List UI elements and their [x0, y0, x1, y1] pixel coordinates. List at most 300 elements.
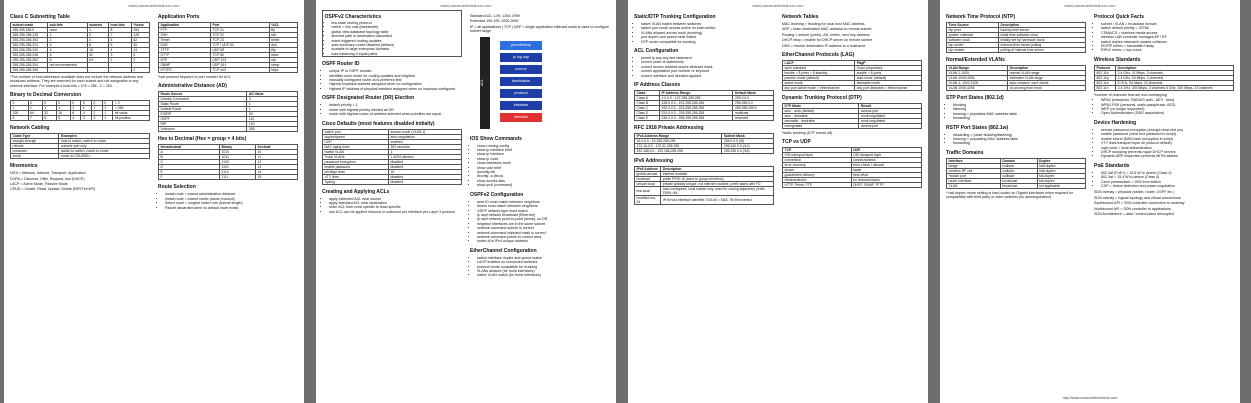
table-cell: NTP — [159, 58, 211, 63]
table-cell: broadcast — [1000, 183, 1037, 188]
list-item: • shortest path to destination calculated — [332, 34, 460, 38]
ios-list — [470, 144, 610, 188]
table-cell: 255.255.255.248 — [11, 53, 48, 58]
list-item: • router with highest priority elected as DR — [329, 108, 462, 112]
table-cell: access mode (VLAN 1) — [388, 129, 461, 134]
quick-facts-title: Protocol Quick Facts — [1094, 14, 1145, 20]
table-row — [635, 116, 774, 121]
table-cell: 0 — [81, 101, 92, 106]
table-cell: VTY lines — [323, 174, 389, 179]
page-3-right-column — [782, 10, 922, 207]
table-cell: HTTP, Telnet, FTP — [783, 183, 852, 188]
table-cell: half-duplex — [1037, 168, 1085, 173]
table-cell: Class C — [635, 106, 660, 111]
list-item: • Install route = lowest administrative distance — [165, 192, 298, 196]
table-header-cell: VLAN Range — [947, 66, 1008, 71]
standard-acl: Standard ACL 1-99, 1300-1999 — [470, 14, 520, 18]
list-item: • WEP (no longer supported) — [1101, 107, 1234, 111]
page-2-right-column — [470, 10, 610, 280]
table-cell: collision — [1000, 173, 1037, 178]
text-line: DNS = resolve destination IP address to a hostname — [782, 43, 866, 48]
table-cell: crossover — [11, 149, 59, 154]
subnet-note: *The number of host addresses available does not include the network address and broadcast address. They are reserved for each subnet and not assignable to any network interface. For example a host bits = 2^8 = 256 - 2 = 254. — [10, 75, 143, 88]
table-cell: nonegotiate — [783, 124, 859, 129]
table-header-cell: Cable Type — [11, 134, 59, 139]
table-cell: bit value — [113, 111, 150, 116]
table-cell: https — [269, 68, 297, 73]
table-cell: HTTP — [159, 53, 211, 58]
table-cell: SNMP — [159, 63, 211, 68]
list-item: • native VLAN match between switches — [641, 22, 774, 26]
text-line: Routing = subnet (prefix), AD, metric, next hop address — [782, 32, 870, 37]
acl-layer: interface — [500, 101, 542, 110]
table-cell: www — [269, 53, 297, 58]
table-cell: TFTP — [159, 48, 211, 53]
table-cell: 255.255.255.240 — [11, 48, 48, 53]
text-line: Northbound API = SDN controller to applications — [1094, 206, 1171, 211]
table-cell: enabled — [388, 139, 461, 144]
table-cell: 0 — [11, 101, 29, 106]
table-cell: 12 — [255, 160, 297, 165]
list-item: • VTY lines transport input all protocol default) — [1101, 141, 1234, 145]
ospf-dr-title: OSPF Designated Router (DR) Election — [322, 95, 415, 102]
table-cell: 0 — [102, 101, 113, 106]
table-cell: 1 — [388, 149, 461, 154]
table-cell: 0 — [247, 97, 298, 102]
vlan-title: Normal/Extended VLANs — [946, 57, 1005, 63]
table-cell: 802.11a — [1095, 80, 1116, 85]
table-cell: system calendar — [947, 33, 999, 38]
list-item: • show access-lists — [477, 179, 610, 183]
list-item: • manually configured router-id is preferred first — [329, 78, 462, 82]
mnemonics-list — [10, 171, 150, 192]
table-cell: 2 — [92, 116, 103, 121]
wireless-title: Wireless Standards — [1094, 56, 1141, 63]
table-cell: straight-through — [11, 139, 59, 144]
table-cell: slower — [783, 168, 852, 173]
table-cell: 1 — [87, 28, 108, 33]
table-cell: 255.255.255.192 — [11, 38, 48, 43]
table-cell: 16 — [56, 111, 70, 116]
table-cell: unique local — [635, 182, 661, 187]
table-header-cell: IPv4 Address Range — [635, 134, 722, 139]
text-line: SDN Architecture = data / control plane decoupled — [1094, 211, 1174, 216]
acl-layer: direction — [500, 113, 542, 122]
route-selection-title: Route Selection — [158, 184, 196, 191]
text-line: CRUD = Create, Read, Update, Delete (RESTful API) — [10, 187, 96, 192]
list-item: • ipconfig /all — [477, 170, 610, 174]
table-cell: FTP — [159, 28, 211, 33]
table-header-cell: Default Mask — [733, 91, 774, 96]
table-cell: VLAN 1, 1002-1005 — [947, 81, 1008, 86]
table-cell: ntp peer — [947, 28, 999, 33]
table-cell: 300 seconds — [388, 144, 461, 149]
table-cell: 11 — [255, 155, 297, 160]
acl-stack-label: ACL — [480, 37, 490, 129]
dtp-cfg-list — [634, 22, 774, 44]
table-cell: external time server polling — [999, 43, 1086, 48]
ad-title: Administrative Distance (AD) — [158, 83, 227, 90]
table-cell: ftp — [269, 28, 297, 33]
ospf-cfg-title: OSPFv2 Configuration — [470, 191, 524, 198]
table-header-cell: Time Source — [947, 23, 999, 28]
acl-note: IP = all applications | TCP | UDP = single application wildcard mask is used to configure subnet range — [470, 24, 610, 34]
table-cell: 2.4 GHz, 11 Mbps, 3 channels — [1116, 70, 1234, 75]
list-item: • learning = populating MAC address table — [953, 137, 1086, 141]
table-cell: access port — [859, 109, 922, 114]
acl-cfg-list — [634, 56, 774, 78]
list-item: • RIPv2 metric = hop count — [1101, 48, 1234, 52]
rfc-table — [634, 133, 774, 154]
table-cell: VLAN — [947, 183, 1001, 188]
table-cell: rollover — [11, 144, 59, 149]
cisco-defaults-title: Cisco Defaults (most features disabled initially) — [322, 120, 435, 127]
ntp-title: Network Time Protocol (NTP) — [946, 14, 1016, 20]
list-item: • scalable to large enterprise domains — [332, 47, 460, 51]
stp-list — [946, 103, 1086, 121]
table-cell: - — [87, 68, 108, 73]
list-item: • protocol mode compatible for trunking — [477, 265, 610, 269]
table-cell: connectionless — [851, 158, 921, 163]
ospf-cfg-list — [470, 200, 610, 244]
table-cell: disabled — [388, 164, 461, 169]
page-4 — [940, 0, 1240, 403]
table-cell: backup time server — [999, 28, 1086, 33]
list-item: • blocking — [953, 103, 1086, 107]
list-item: • EIGRP metric = bandwidth+delay — [1101, 44, 1234, 48]
table-cell: UDP 69 — [210, 48, 269, 53]
list-item: • Highest loopback address assigned when no configuration — [329, 82, 462, 86]
table-cell: Directly Connected — [159, 97, 247, 102]
table-cell: Native VLAN — [323, 149, 389, 154]
table-cell: 5 — [48, 53, 87, 58]
table-header-cell: Class — [635, 91, 660, 96]
table-header-cell: UDP — [851, 148, 921, 153]
table-cell: polling of internal time server — [999, 48, 1086, 53]
table-cell: multicast — [733, 111, 774, 116]
table-header-cell: Result — [859, 104, 922, 109]
table-cell: Static Route — [159, 102, 247, 107]
page-header: www.cwcsnotebolutions.com — [1064, 3, 1116, 8]
table-row — [783, 124, 922, 129]
table-header-cell: Application — [159, 23, 211, 28]
table-cell: serial — [11, 154, 59, 159]
table-cell: 4 — [87, 38, 108, 43]
table-cell: DHCP, SNMP, TFTP — [851, 183, 921, 188]
list-item: • ip ospf network broadcast (Ethernet) — [477, 213, 610, 217]
table-cell: 32 — [42, 111, 56, 116]
table-cell: full-duplex — [1037, 178, 1085, 183]
text-line: Southbound API = SDN controller connection to underlay — [1094, 201, 1185, 206]
table-cell: 255.255.255.255 — [11, 68, 48, 73]
table-cell: 64 — [28, 111, 42, 116]
table-cell: 1 — [247, 107, 298, 112]
table-cell: dns — [269, 43, 297, 48]
table-cell: 0 — [42, 101, 56, 106]
table-cell: C — [159, 160, 220, 165]
table-cell: 5 — [56, 116, 70, 121]
table-cell: 64 — [87, 58, 108, 63]
table-cell: 1010 — [220, 150, 256, 155]
table-cell: no retransmission — [851, 178, 921, 183]
table-row — [11, 116, 150, 121]
table-cell: 172.16.0.0 - 172.31.255.255 — [635, 144, 722, 149]
lag-table — [782, 60, 922, 91]
table-row — [159, 127, 298, 132]
table-header-cell: DTP Mode — [783, 104, 859, 109]
list-item: • unique IP in OSPF domain — [329, 69, 462, 73]
ec-cfg-list — [470, 256, 610, 278]
list-item: • 802.3af (PoE+) = 15.5 W to device (Class 4) — [1101, 171, 1234, 175]
table-cell: HTTPS — [159, 68, 211, 73]
list-item: • router-id is IPv4 unique address — [477, 239, 610, 243]
text-line: SDN overlay = logical topology and virtual connections — [1094, 195, 1181, 200]
table-cell: D — [159, 165, 220, 170]
table-cell: 128 — [11, 111, 29, 116]
poe-list — [1094, 171, 1234, 189]
subnet-table — [10, 22, 150, 73]
list-item: • apply extended ACL near source — [329, 197, 462, 201]
table-cell: prefix FF00::/8 (send to group members) — [661, 177, 774, 182]
lag-title: EtherChannel Protocols (LAG) — [782, 52, 855, 59]
list-item: • Highest IP address of physical interface assigned when no loopback configured — [329, 87, 462, 91]
list-item: • network command subnet is correct — [477, 226, 610, 230]
table-header-cell: PAgP — [855, 61, 922, 66]
table-cell: 5 GHz, 54 Mbps, 23 channels — [1116, 80, 1234, 85]
table-cell: 802.11g — [1095, 75, 1116, 80]
table-cell: auto - desirable — [783, 114, 859, 119]
list-item: • show ipv6 (command) — [477, 183, 610, 187]
table-cell: 1 — [92, 106, 103, 111]
table-cell: 255.240.0.0 (/12) — [722, 144, 774, 149]
list-item: • apply standard ACL near destination — [329, 201, 462, 205]
table-cell: UDP 161 — [210, 63, 269, 68]
table-cell: switch to switch, router to router — [59, 149, 150, 154]
table-header-cell: LACP — [783, 61, 855, 66]
table-cell: 1 — [102, 111, 113, 116]
table-cell: link-local — [635, 187, 661, 196]
table-cell: OSPF — [159, 117, 247, 122]
table-cell: 255.0.0.0 (/8) — [722, 139, 774, 144]
list-item: • event-triggered routing updates — [332, 39, 460, 43]
table-cell: passive mode (default) — [783, 76, 855, 81]
table-cell: A — [159, 150, 220, 155]
list-item: • forwarding — [953, 116, 1086, 120]
list-item: • listening — [953, 107, 1086, 111]
list-item: • wireless LAN controller manages AP / RF — [1101, 35, 1234, 39]
table-cell: 1011 — [220, 155, 256, 160]
page-header: www.cwcsnotebolutions.com — [440, 3, 492, 8]
table-cell: B — [159, 155, 220, 160]
list-item: • show ip interface brief — [477, 148, 610, 152]
table-cell: wireless RF cell — [947, 168, 1001, 173]
page-4-left-column — [946, 10, 1086, 217]
tcp-udp-table — [782, 147, 922, 188]
acl-stack-diagram — [470, 37, 610, 132]
ports-title: Application Ports — [158, 14, 200, 20]
table-cell: internet routable — [661, 172, 774, 177]
list-item: • show interfaces trunk — [477, 161, 610, 165]
table-cell: 6 — [109, 38, 132, 43]
table-header-cell: subnet mask — [11, 23, 48, 28]
table-cell: 1 — [102, 106, 113, 111]
table-header-cell: TCP — [783, 148, 852, 153]
ip-class-title: IP Address Classes — [634, 82, 681, 89]
page-1-right-column — [158, 10, 298, 212]
table-cell: Class B — [635, 101, 660, 106]
dtp-table-title: Dynamic Trunking Protocol (DTP) — [782, 95, 862, 102]
table-header-cell: Description — [1008, 66, 1086, 71]
table-cell: switch port — [323, 129, 389, 134]
list-item: • permit ip any any last statement — [641, 56, 774, 60]
dtp-table — [782, 103, 922, 129]
table-cell: initially set by hardware clock — [999, 38, 1086, 43]
table-cell: auto - auto (default) — [783, 109, 859, 114]
table-row — [323, 179, 462, 184]
table-cell: 0 — [92, 101, 103, 106]
table-cell: software clock — [947, 38, 999, 43]
table-cell: ssh — [269, 33, 297, 38]
table-cell: Syslog — [323, 179, 389, 184]
table-cell: connection — [783, 158, 852, 163]
page-1 — [4, 0, 304, 403]
list-item: • Select route = longest match rule (subnet length) — [165, 201, 298, 205]
table-cell: 6 — [48, 58, 87, 63]
table-header-cell: *ACL — [269, 23, 297, 28]
list-item: • VLANs allowed (for trunk interfaces) — [477, 269, 610, 273]
table-cell: auto mode (default) — [855, 76, 922, 81]
table-cell: 62 — [131, 38, 149, 43]
table-cell: telnet — [269, 38, 297, 43]
table-cell: VLAN 1006-4094 — [947, 76, 1008, 81]
hex-table — [158, 144, 298, 180]
table-cell: 1100 — [220, 160, 256, 165]
table-cell: 7 — [109, 33, 132, 38]
table-cell: 255.255.255.0 — [733, 106, 774, 111]
tcp-udp-title: TCP vs UDP — [782, 139, 811, 146]
table-cell: modified eui-64 — [635, 196, 661, 205]
cisco-defaults-table — [322, 129, 462, 185]
table-header-cell: sub bits — [48, 23, 87, 28]
list-item: • login local = local authentication — [1101, 146, 1234, 150]
table-cell: 2.4 GHz, 54 Mbps, 3 channels — [1116, 75, 1234, 80]
table-cell: auto-created / can't delete — [1008, 81, 1086, 86]
table-cell: open standard — [783, 66, 855, 71]
table-row — [947, 86, 1086, 91]
table-cell: full-duplex — [1037, 173, 1085, 178]
subnet-table-title: Class C Subnetting Table — [10, 14, 70, 20]
table-cell: auto-negotiation — [388, 134, 461, 139]
table-header-cell: Route Source — [159, 92, 247, 97]
table-cell: TCP 21 — [210, 28, 269, 33]
rstp-list — [946, 133, 1086, 146]
quick-facts-list — [1094, 22, 1234, 53]
table-cell: 802.11b — [1095, 70, 1116, 75]
poe-title: PoE Standards — [1094, 162, 1130, 169]
list-item: • subnet / VLAN = broadcast domain — [1101, 22, 1234, 26]
table-header-cell: subnets — [87, 23, 108, 28]
list-item: • native VLAN match (for trunk interfaces) — [477, 273, 610, 277]
table-cell: Cisco proprietary — [855, 66, 922, 71]
list-item: • neighbor interfaces are in the same subnet — [477, 222, 610, 226]
table-cell: 3 — [48, 43, 87, 48]
list-item: • switch duplex mismatch causes collisions — [1101, 40, 1234, 44]
table-cell: IPv6 host interface identifier, EUI-64 = MAC 7th bit inverted — [661, 196, 774, 205]
list-item: • Dynamic ARP Inspection prevents MITM attacks — [1101, 154, 1234, 158]
table-header-cell: Hexadecimal — [159, 145, 220, 150]
table-cell: half-duplex — [1037, 163, 1085, 168]
list-item: • CSMA/CS = wireless media access — [1101, 31, 1234, 35]
table-cell: bridge — [947, 163, 1001, 168]
table-cell: 90 — [247, 112, 298, 117]
table-cell: 1-4094 allowed — [388, 154, 461, 159]
list-item: • forwarding — [953, 141, 1086, 145]
table-cell: 8 — [70, 111, 81, 116]
list-item: • 802.3at = 15.4 W to device (Class 0) — [1101, 175, 1234, 179]
table-cell: private globally unique, not internet routable, prefix starts with FD — [661, 182, 774, 187]
table-cell: 1110 — [220, 170, 256, 175]
table-cell: bundle = 8 ports — [855, 71, 922, 76]
table-cell: bundle = 8 ports + 8 standby — [783, 71, 855, 76]
table-cell: extended VLAN range — [1008, 76, 1086, 81]
ipv6-title: IPv6 Addressing — [634, 158, 673, 165]
table-cell: reserved — [733, 116, 774, 121]
table-cell: active mode — [783, 81, 855, 86]
traffic-domains-table — [946, 158, 1086, 189]
ip-class-table — [634, 90, 774, 121]
page-1-left-column — [10, 10, 150, 212]
ec-cfg-title: EtherChannel Configuration — [470, 247, 537, 254]
table-cell: 3 — [81, 116, 92, 121]
list-item: • CDP = device detection and power negotiation — [1101, 184, 1234, 188]
table-cell: 4 — [48, 48, 87, 53]
list-item: • switch interface duplex and speed match — [477, 256, 610, 260]
table-cell: Class D — [635, 111, 660, 116]
table-cell: Telnet — [159, 38, 211, 43]
table-cell: trunk negotiated — [859, 114, 922, 119]
table-cell: not recommended — [48, 63, 87, 68]
table-cell: 1 — [247, 102, 298, 107]
table-row — [947, 183, 1086, 188]
page-4-right-column — [1094, 10, 1234, 217]
table-cell: router interface — [947, 178, 1001, 183]
list-item: • Cisco prestandard = 10W from switch — [1101, 180, 1234, 184]
table-cell: 1 — [11, 106, 29, 111]
table-cell: disabled — [388, 179, 461, 184]
table-cell: 255.255.255.224 — [11, 43, 48, 48]
wireless-table — [1094, 65, 1234, 91]
table-cell: ntp — [269, 58, 297, 63]
list-item: • identifies each router for routing updates and neighbor — [329, 74, 462, 78]
table-cell: 120 — [247, 122, 298, 127]
stp-title: STP Port States (802.1d) — [946, 95, 1004, 101]
table-cell: 1 — [102, 116, 113, 121]
table-cell: router to CSU/DSU — [59, 154, 150, 159]
wireless-note: *number of channels that are non-overlapping — [1094, 92, 1167, 97]
table-cell: Unknown — [159, 127, 247, 132]
ipv6-table — [634, 166, 774, 205]
ospf-rid-list — [322, 69, 462, 91]
table-cell: access port — [859, 124, 922, 129]
list-item: • enable secret (MD5 hash encryption in script) — [1101, 137, 1234, 141]
table-cell: ntp master — [947, 48, 999, 53]
table-header-cell: Binary — [220, 145, 256, 150]
table-cell: CDP — [323, 139, 389, 144]
footer-link[interactable]: http://www.cwcsnotebolutions.com — [1062, 396, 1118, 400]
table-header-cell: Examples — [59, 134, 150, 139]
table-row — [159, 68, 298, 73]
table-header-cell: Duplex — [1037, 158, 1085, 163]
